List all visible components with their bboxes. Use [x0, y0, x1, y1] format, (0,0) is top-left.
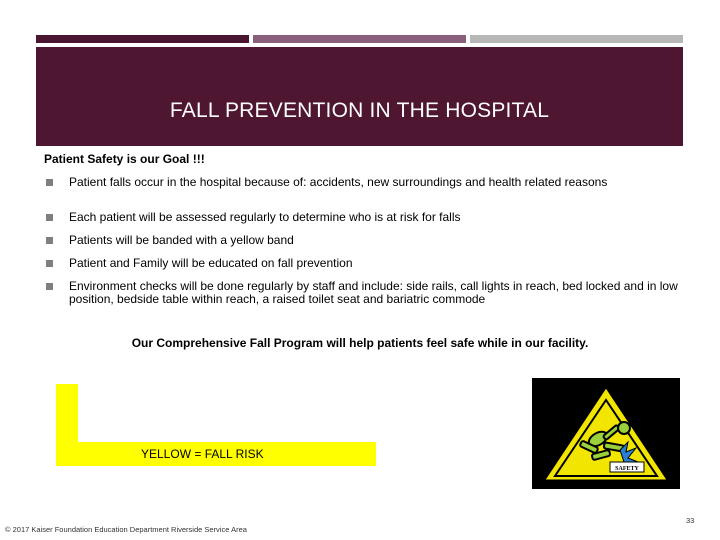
bullet-text: Environment checks will be done regularly by staff and include: side rails, call lights in reach, bed locked and in low position, bedside table within reach, a raised toilet seat and bariatric commode	[69, 279, 678, 306]
page-number: 33	[686, 516, 695, 525]
title-band	[36, 47, 683, 146]
bullet-text: Patient and Family will be educated on fall prevention	[69, 256, 353, 270]
fall-hazard-warning-icon	[532, 378, 680, 489]
square-bullet-icon	[46, 283, 53, 290]
safety-sign-graphic	[532, 378, 680, 489]
bullet-text: Patient falls occur in the hospital because of: accidents, new surroundings and health related reasons	[69, 175, 608, 189]
accent-bar-3	[470, 35, 683, 43]
bullet-text: Each patient will be assessed regularly to determine who is at risk for falls	[69, 210, 461, 224]
square-bullet-icon	[46, 260, 53, 267]
accent-bar-1	[36, 35, 249, 43]
subheading: Patient Safety is our Goal !!!	[44, 152, 205, 166]
square-bullet-icon	[46, 214, 53, 221]
yellow-band-label: YELLOW = FALL RISK	[141, 447, 264, 461]
bullet-text: Patients will be banded with a yellow band	[69, 233, 294, 247]
square-bullet-icon	[46, 179, 53, 186]
footer-copyright: © 2017 Kaiser Foundation Education Department Riverside Service Area	[5, 525, 247, 534]
slide-title: FALL PREVENTION IN THE HOSPITAL	[169, 99, 550, 122]
program-callout: Our Comprehensive Fall Program will help patients feel safe while in our facility.	[131, 336, 589, 350]
accent-bar-2	[253, 35, 466, 43]
safety-sign-label: SAFETY	[615, 466, 639, 472]
square-bullet-icon	[46, 237, 53, 244]
